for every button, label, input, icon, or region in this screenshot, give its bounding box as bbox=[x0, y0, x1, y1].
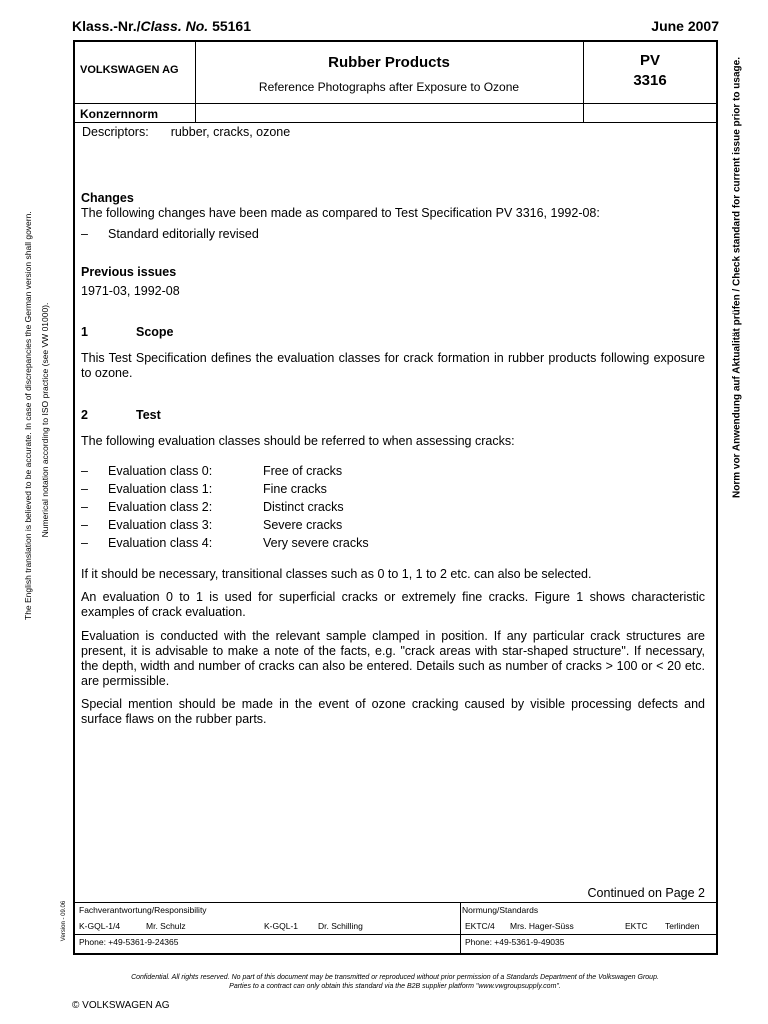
test-paragraph-4: Special mention should be made in the event of ozone cracking caused by visible processing defects and surface flaws on the rubber parts. bbox=[81, 697, 705, 726]
class-value: Free of cracks bbox=[263, 464, 343, 478]
class-label: Klass.-Nr./ bbox=[72, 18, 141, 34]
std-phone: Phone: +49-5361-9-49035 bbox=[465, 937, 565, 947]
class-name: Evaluation class 2: bbox=[108, 500, 213, 514]
dash: – bbox=[81, 500, 88, 514]
footer-divider-mid bbox=[75, 934, 716, 935]
translation-notice: The English translation is believed to be accurate. In case of discrepancies the German version shall govern. bbox=[23, 211, 33, 620]
std1-dept: EKTC/4 bbox=[465, 921, 495, 931]
section-scope-heading bbox=[81, 325, 174, 339]
changes-item-text: Standard editorially revised bbox=[108, 227, 259, 241]
test-paragraph-3: Evaluation is conducted with the relevant sample clamped in position. If any particular crack structures are present, it is advisable to make a note of the facts, e.g. "crack areas with star-shaped structure". If necessary, the depth, width and number of cracks can also be entered. Details such as number of cracks > 100 or < 20 etc. are permissible. bbox=[81, 629, 705, 688]
konzernnorm-label: Konzernnorm bbox=[80, 107, 158, 121]
previous-issues-heading-text: Previous issues bbox=[81, 265, 177, 279]
class-name: Evaluation class 1: bbox=[108, 482, 213, 496]
notation-notice: Numerical notation according to ISO practice (see VW 01000). bbox=[40, 302, 50, 538]
test-paragraph-1: If it should be necessary, transitional classes such as 0 to 1, 1 to 2 etc. can also be selected. bbox=[81, 567, 592, 581]
header-divider bbox=[75, 103, 716, 104]
dash: – bbox=[81, 227, 88, 241]
class-name: Evaluation class 3: bbox=[108, 518, 213, 532]
document-subtitle: Reference Photographs after Exposure to Ozone bbox=[258, 80, 520, 94]
section-title: Scope bbox=[136, 325, 174, 339]
page-frame bbox=[73, 40, 718, 955]
descriptors-value: rubber, cracks, ozone bbox=[170, 125, 291, 139]
confidential-notice bbox=[60, 973, 730, 991]
version-label: Version - 09.06 bbox=[61, 900, 67, 942]
descriptors-label: Descriptors: bbox=[82, 125, 149, 139]
footer-col-divider bbox=[460, 902, 461, 955]
resp2-name: Dr. Schilling bbox=[318, 921, 363, 931]
dash: – bbox=[81, 518, 88, 532]
class-value: Distinct cracks bbox=[263, 500, 344, 514]
dash: – bbox=[81, 464, 88, 478]
copyright: © VOLKSWAGEN AG bbox=[72, 1000, 170, 1011]
standards-label: Normung/Standards bbox=[462, 905, 539, 915]
check-standard-notice: Norm vor Anwendung auf Aktualität prüfen / Check standard for current issue prior to usage. bbox=[731, 57, 743, 498]
resp1-name: Mr. Schulz bbox=[146, 921, 186, 931]
section-title: Test bbox=[136, 408, 161, 422]
class-number-value: 55161 bbox=[212, 18, 252, 34]
confidential-line-1: Confidential. All rights reserved. No part of this document may be transmitted or reproduced without prior permission of a Standards Department of the Volkswagen Group. bbox=[131, 974, 659, 981]
konzernnorm-divider bbox=[75, 122, 716, 123]
class-value: Very severe cracks bbox=[263, 536, 369, 550]
scope-text: This Test Specification defines the evaluation classes for crack formation in rubber products following exposure to ozone. bbox=[81, 351, 705, 380]
dash: – bbox=[81, 482, 88, 496]
issue-date: June 2007 bbox=[651, 18, 719, 34]
section-test-heading bbox=[81, 408, 161, 422]
dash: – bbox=[81, 536, 88, 550]
continued-note: Continued on Page 2 bbox=[587, 886, 705, 900]
section-number: 1 bbox=[81, 325, 88, 339]
responsibility-label: Fachverantwortung/Responsibility bbox=[79, 905, 207, 915]
std2-name: Terlinden bbox=[665, 921, 700, 931]
changes-item bbox=[81, 227, 259, 242]
document-title: Rubber Products bbox=[328, 54, 450, 71]
descriptors-line bbox=[82, 125, 290, 140]
class-name: Evaluation class 4: bbox=[108, 536, 213, 550]
class-number bbox=[72, 18, 251, 34]
changes-heading bbox=[81, 191, 134, 205]
doc-prefix: PV bbox=[639, 52, 660, 69]
class-value: Severe cracks bbox=[263, 518, 343, 532]
previous-issues-value: 1971-03, 1992-08 bbox=[81, 284, 180, 298]
document-number bbox=[584, 51, 716, 91]
std2-dept: EKTC bbox=[625, 921, 648, 931]
class-name: Evaluation class 0: bbox=[108, 464, 213, 478]
changes-heading-text: Changes bbox=[81, 191, 134, 205]
test-paragraph-2: An evaluation 0 to 1 is used for superficial cracks or extremely fine cracks. Figure 1 shows characteristic examples of crack evaluation. bbox=[81, 590, 705, 619]
doc-number: 3316 bbox=[633, 72, 667, 89]
class-label-italic: Class. No. bbox=[140, 18, 209, 34]
company-name: VOLKSWAGEN AG bbox=[80, 64, 179, 76]
previous-issues-heading bbox=[81, 265, 176, 279]
resp1-dept: K-GQL-1/4 bbox=[79, 921, 121, 931]
footer-divider-top bbox=[75, 902, 716, 903]
resp-phone: Phone: +49-5361-9-24365 bbox=[79, 937, 179, 947]
resp2-dept: K-GQL-1 bbox=[264, 921, 299, 931]
confidential-line-2: Parties to a contract can only obtain this standard via the B2B supplier platform "www.vwgroupsupply.com". bbox=[229, 983, 561, 990]
changes-intro: The following changes have been made as compared to Test Specification PV 3316, 1992-08: bbox=[81, 206, 600, 220]
test-intro: The following evaluation classes should be referred to when assessing cracks: bbox=[81, 434, 515, 448]
class-value: Fine cracks bbox=[263, 482, 327, 496]
std1-name: Mrs. Hager-Süss bbox=[510, 921, 574, 931]
section-number: 2 bbox=[81, 408, 88, 422]
